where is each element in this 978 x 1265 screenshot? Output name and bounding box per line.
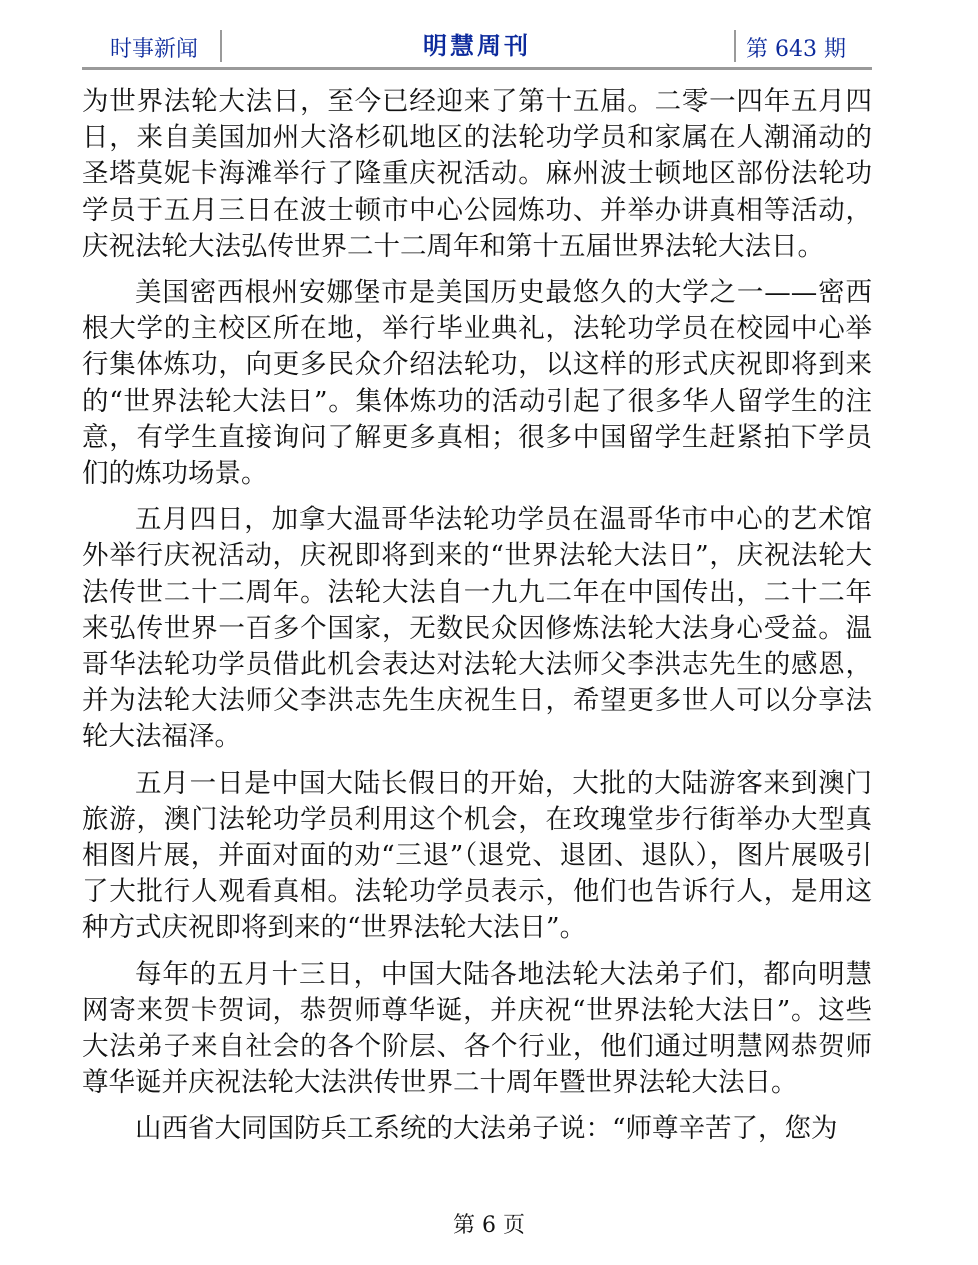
paragraph-text: 五月一日是中国大陆长假日的开始，大批的大陆游客来到 xyxy=(135,767,819,799)
paragraph-text: 旅游，澳门法轮功学员利用这个机会，在玫瑰堂步行街举办大型真相图片展，并面对面的劝“三退”（退党、退团、退队），图片展吸引了大批行人观看真相。法轮功学员表示，他们也告诉行人，是用这种方式庆祝即将到来的“世界法轮大法日”。 xyxy=(82,803,872,944)
header-publication-title: 明慧周刊 xyxy=(423,32,531,60)
paragraph-text: 大同国防兵工系统的大法弟子说：“师尊辛苦了，您为 xyxy=(214,1113,838,1145)
paragraph-text: 温哥华法轮功学员在温哥华市中心的艺术馆外举行庆祝活动，庆祝即将到来的“世界法轮大法日”，庆祝法轮大法传世二十二周年。法轮大法自一九九二年在中国传出，二十二年来弘传世界一百多个国家，无数民众因修炼法轮大法身心受益。温哥华法轮功学员借此机会表达对法轮大法师父李洪志先生的感恩，并为法轮大法师父李洪志先生庆祝生日，希望更多世人可以分享法轮大法福泽。 xyxy=(82,504,873,753)
article-body xyxy=(82,84,872,1158)
page-number: 第 6 页 xyxy=(453,1213,525,1238)
place-name-link: 加拿大 xyxy=(271,504,354,536)
header-divider-right xyxy=(734,30,736,62)
paragraph-text: 美国密西根州安娜堡市是美国历史最悠久的大学之一——密西根大学的主校区所在地，举行毕业典礼，法轮功学员在校园中心举行集体炼功，向更多民众介绍法轮功，以这样的形式庆祝即将到来的“世界法轮大法日”。集体炼功的活动引起了很多华人留学生的注意，有学生直接询问了解更多真相；很多中国留学生赶紧拍下学员们的炼功场景。 xyxy=(82,277,872,490)
article-paragraph xyxy=(82,766,872,947)
article-paragraph xyxy=(82,957,872,1102)
article-paragraph xyxy=(82,502,872,755)
place-name-link: 美国 xyxy=(191,122,246,154)
paragraph-text: 五月四日， xyxy=(135,504,272,536)
paragraph-text: 每年的五月十三日，中国大陆各地法轮大法弟子们，都向明慧网寄来贺卡贺词，恭贺师尊华诞，并庆祝“世界法轮大法日”。这些大法弟子来自社会的各个阶层、各个行业，他们通过明慧网恭贺师尊华诞并庆祝法轮大法洪传世界二十周年暨世界法轮大法日。 xyxy=(82,958,872,1099)
place-name-link: 山西省 xyxy=(135,1113,215,1145)
page-header xyxy=(82,22,872,68)
header-issue-number: 第 643 期 xyxy=(746,37,846,62)
header-rule xyxy=(82,67,872,70)
place-name-link: 澳门 xyxy=(818,767,873,799)
paragraph-text: 为世界法轮大法日，至今已经迎来了第十五届。二零一四年五月四日，来自 xyxy=(82,86,872,154)
article-paragraph xyxy=(82,84,872,265)
article-paragraph xyxy=(82,1111,872,1147)
header-section-label: 时事新闻 xyxy=(110,37,199,62)
article-paragraph xyxy=(82,275,872,492)
paragraph-text: 加州大洛杉矶地区的法轮功学员和家属在人潮涌动的圣塔莫妮卡海滩举行了隆重庆祝活动。麻州波士顿地区部份法轮功学员于五月三日在波士顿市中心公园炼功、并举办讲真相等活动，庆祝法轮大法弘传世界二十二周年和第十五届世界法轮大法日。 xyxy=(82,122,873,262)
